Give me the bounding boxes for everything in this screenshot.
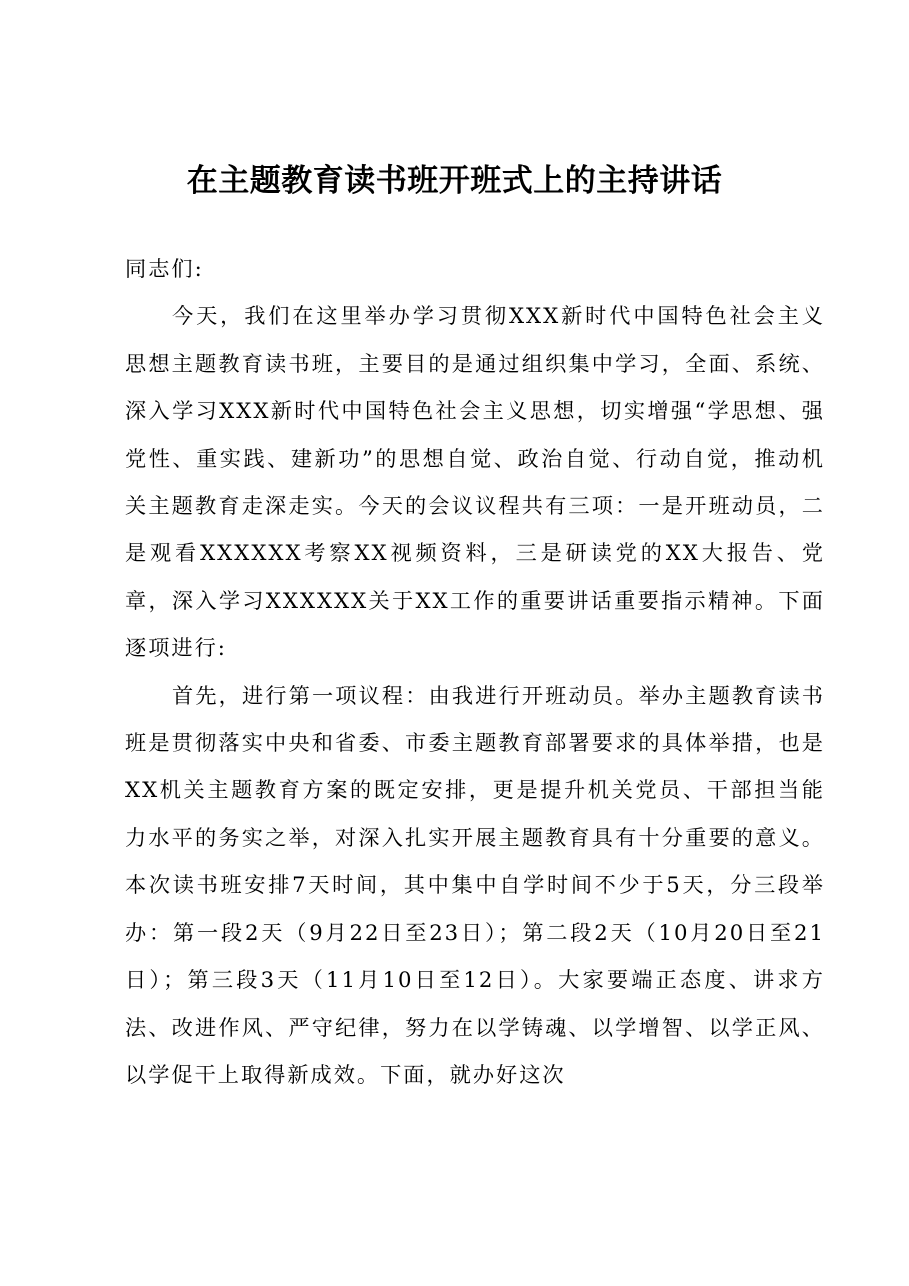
document-body [125, 245, 825, 1098]
salutation: 同志们: [125, 256, 204, 281]
paragraph-first-agenda: 首先，进行第一项议程：由我进行开班动员。举办主题教育读书班是贯彻落实中央和省委、市委主题教育部署要求的具体举措，也是XX机关主题教育方案的既定安排，更是提升机关党员、干部担当能力水平的务实之举，对深入扎实开展主题教育具有十分重要的意义。本次读书班安排7天时间，其中集中自学时间不少于5天，分三段举办：第一段2天（9月22日至23日）；第二段2天（10月20日至21日）；第三段3天（11月10日至12日）。大家要端正态度、讲求方法、改进作风、严守纪律，努力在以学铸魂、以学增智、以学正风、以学促干上取得新成效。下面，就办好这次 [125, 682, 825, 1087]
paragraph-opening: 今天，我们在这里举办学习贯彻XXX新时代中国特色社会主义思想主题教育读书班，主要目的是通过组织集中学习，全面、系统、深入学习XXX新时代中国特色社会主义思想，切实增强“学思想、强党性、重实践、建新功”的思想自觉、政治自觉、行动自觉，推动机关主题教育走深走实。今天的会议议程共有三项：一是开班动员，二是观看XXXXXX考察XX视频资料，三是研读党的XX大报告、党章，深入学习XXXXXX关于XX工作的重要讲话重要指示精神。下面逐项进行: [125, 303, 825, 661]
document-title: 在主题教育读书班开班式上的主持讲话 [186, 163, 723, 199]
